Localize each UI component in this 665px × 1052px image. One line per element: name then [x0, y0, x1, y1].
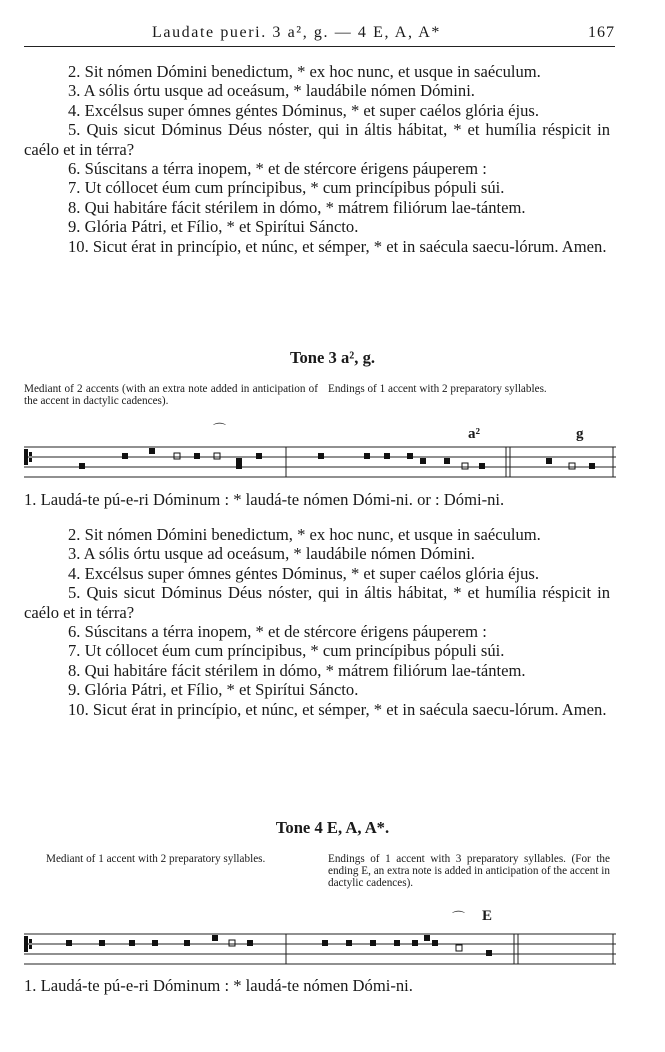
verse: 9. Glória Pátri, et Fílio, * et Spirítui Sáncto. — [68, 217, 359, 237]
verse: 5. Quis sicut Dóminus Déus nóster, qui in áltis hábitat, * et humília réspicit in caélo et in térra? — [24, 120, 610, 159]
chant-staff-notation — [24, 441, 616, 485]
ending-label: a² — [468, 426, 480, 442]
verse: 3. A sólis órtu usque ad oceásum, * laudábile nómen Dómini. — [68, 544, 475, 564]
tone-3-title: Tone 3 a², g. — [289, 348, 376, 367]
verse: 8. Qui habitáre fácit stérilem in dómo, * mátrem filiórum lae-tántem. — [68, 197, 526, 217]
verse: 4. Excélsus super ómnes géntes Dóminus, * et super caélos glória éjus. — [68, 563, 539, 583]
tone-3-verses — [24, 490, 610, 719]
verse: 7. Ut cóllocet éum cum príncipibus, * cum princípibus pópuli súi. — [68, 641, 505, 661]
tone-3-staff — [24, 441, 616, 485]
ending-label: g — [576, 426, 584, 442]
tone-4-endings-note: Endings of 1 accent with 3 preparatory syllables. (For the ending E, an extra note is added in anticipation of the accent in dactylic cadences). — [328, 853, 610, 890]
verse: 4. Excélsus super ómnes géntes Dóminus, * et super caélos glória éjus. — [68, 100, 539, 120]
tone-3-first-verse: 1. Laudá-te pú-e-ri Dóminum : * laudá-te nómen Dómi-ni. or : Dómi-ni. — [24, 490, 505, 509]
verse: 8. Qui habitáre fácit stérilem in dómo, * mátrem filiórum lae-tántem. — [68, 660, 526, 680]
tone-4-title: Tone 4 E, A, A*. — [275, 818, 390, 837]
verse: 10. Sicut érat in princípio, et núnc, et sémper, * et in saécula saecu-lórum. Amen. — [68, 699, 607, 719]
running-title: Laudate pueri. 3 a², g. — 4 E, A, A* — [152, 24, 442, 41]
verse: 6. Súscitans a térra inopem, * et de stércore érigens páuperem : — [68, 159, 487, 179]
page-header — [24, 22, 615, 47]
verse: 2. Sit nómen Dómini benedictum, * ex hoc nunc, et usque in saéculum. — [68, 525, 541, 544]
slur-mark: ⌒ — [452, 910, 466, 925]
tone-4-verses — [24, 976, 610, 995]
chant-staff-notation — [24, 928, 616, 972]
psalm-verses-section-1 — [24, 62, 610, 256]
verse: 9. Glória Pátri, et Fílio, * et Spirítui Sáncto. — [68, 680, 359, 700]
tone-3-endings-note: Endings of 1 accent with 2 preparatory syllables. — [328, 383, 547, 395]
ending-label: E — [482, 908, 493, 924]
tone-4-first-verse: 1. Laudá-te pú-e-ri Dóminum : * laudá-te nómen Dómi-ni. — [24, 976, 413, 995]
verse: 7. Ut cóllocet éum cum príncipibus, * cum princípibus pópuli súi. — [68, 178, 505, 198]
verse: 5. Quis sicut Dóminus Déus nóster, qui in áltis hábitat, * et humília réspicit in caélo et in térra? — [24, 583, 610, 622]
slur-mark: ⌒ — [213, 422, 227, 437]
verse: 2. Sit nómen Dómini benedictum, * ex hoc nunc, et usque in saéculum. — [68, 62, 541, 81]
verse: 10. Sicut érat in princípio, et núnc, et sémper, * et in saécula saecu-lórum. Amen. — [68, 236, 607, 256]
tone-4-mediant-note: Mediant of 1 accent with 2 preparatory syllables. — [46, 853, 266, 865]
tone-4-staff — [24, 928, 616, 972]
verse: 3. A sólis órtu usque ad oceásum, * laudábile nómen Dómini. — [68, 81, 475, 101]
verse: 6. Súscitans a térra inopem, * et de stércore érigens páuperem : — [68, 622, 487, 642]
tone-3-mediant-note: Mediant of 2 accents (with an extra note added in anticipation of the accent in dactylic cadences). — [24, 383, 318, 408]
page-number: 167 — [588, 24, 615, 41]
